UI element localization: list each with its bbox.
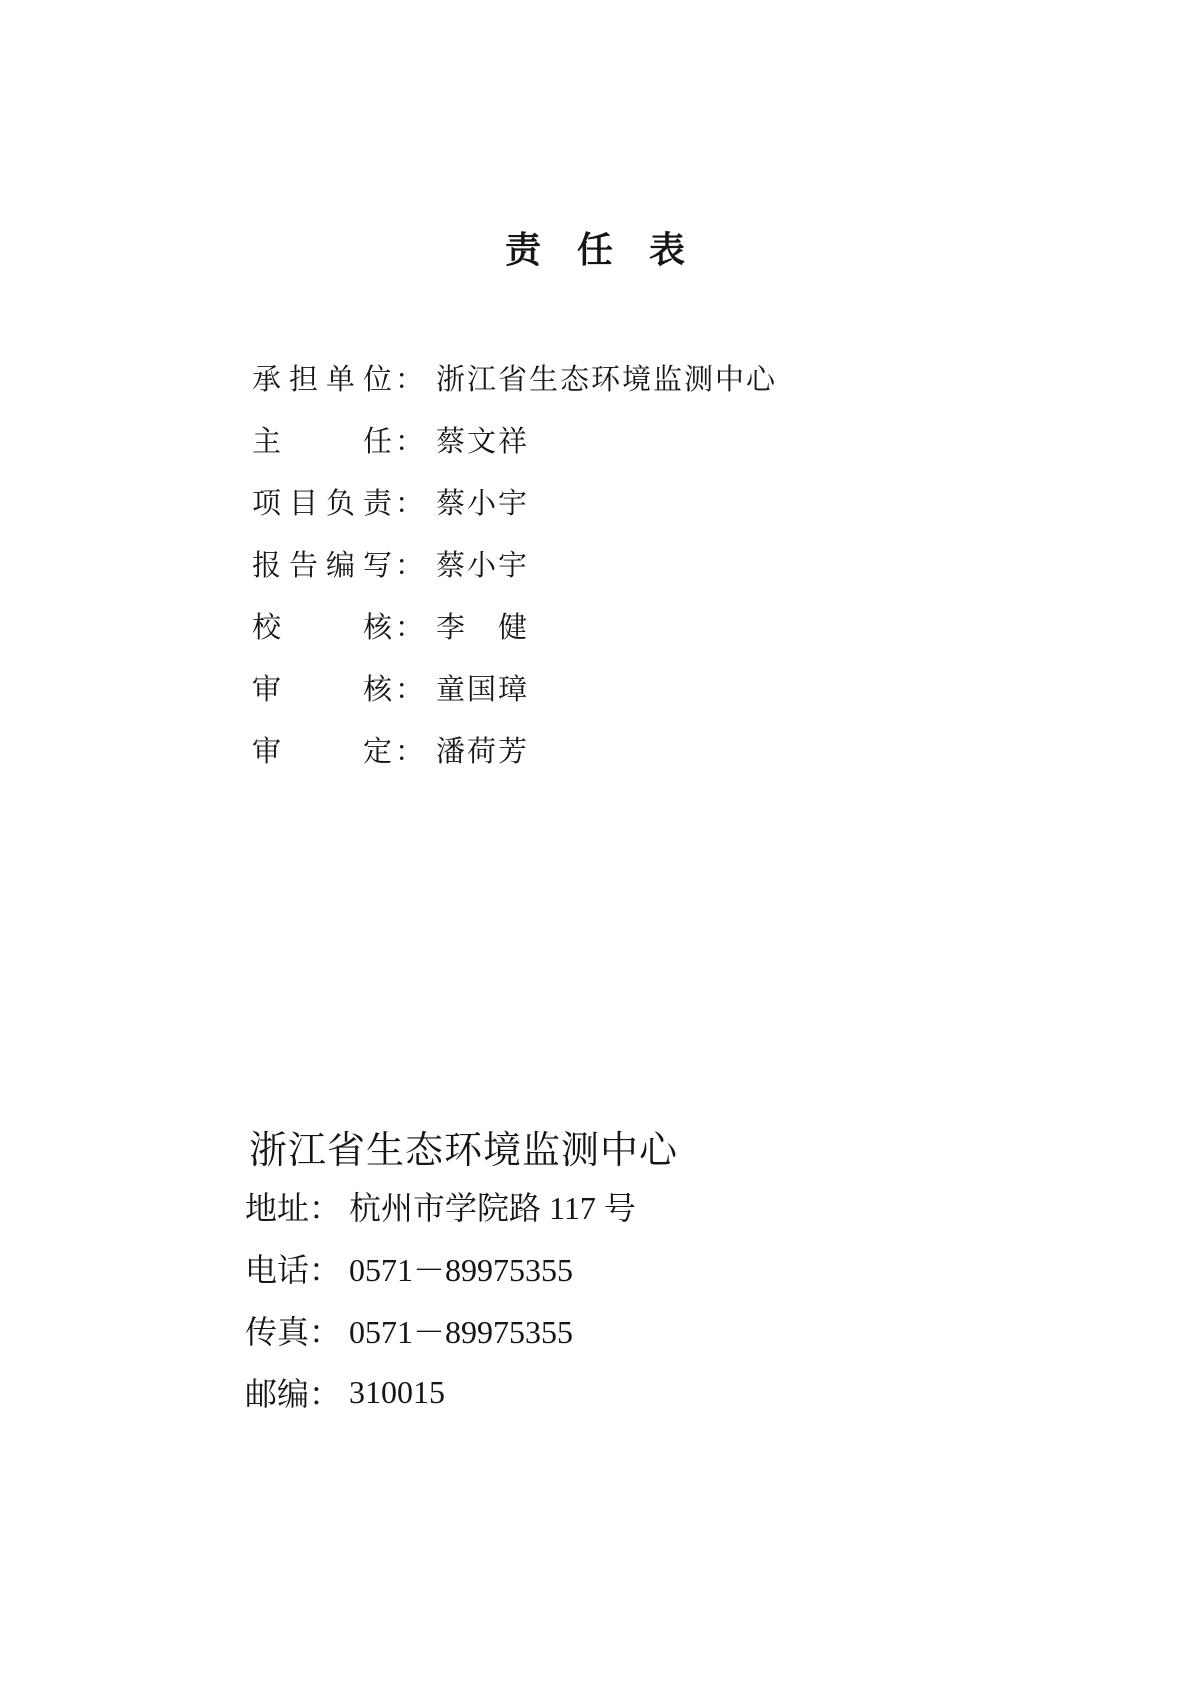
row-colon: ： (395, 363, 425, 396)
row-colon: ： (395, 735, 425, 768)
row-label: 校核 (252, 611, 392, 644)
table-row (252, 718, 777, 780)
contact-value: 0571－89975355 (349, 1252, 574, 1288)
contact-label: 电话： (245, 1252, 342, 1288)
contact-value: 杭州市学院路 117 号 (349, 1190, 636, 1226)
row-value: 蔡小宇 (436, 549, 530, 582)
contact-line (245, 1299, 678, 1361)
contact-label: 传真： (245, 1314, 342, 1350)
row-label: 项目负责 (252, 487, 392, 520)
responsibility-table (252, 346, 777, 780)
contact-label: 地址： (245, 1190, 342, 1226)
row-label: 报告编写 (252, 549, 392, 582)
row-colon: ： (395, 673, 425, 706)
row-value: 浙江省生态环境监测中心 (436, 363, 778, 396)
table-row (252, 470, 777, 532)
contact-line (245, 1237, 678, 1299)
contact-line (245, 1361, 678, 1423)
table-row (252, 346, 777, 408)
footer-contact-block (245, 1127, 678, 1423)
row-value: 李 健 (436, 611, 530, 644)
row-value: 蔡小宇 (436, 487, 530, 520)
row-label: 主任 (252, 425, 392, 458)
table-row (252, 656, 777, 718)
row-value: 蔡文祥 (436, 425, 530, 458)
contact-line (245, 1175, 678, 1237)
row-value: 童国璋 (436, 673, 530, 706)
page-title: 责 任 表 (504, 230, 685, 270)
row-colon: ： (395, 549, 425, 582)
contact-label: 邮编： (245, 1376, 342, 1412)
row-colon: ： (395, 611, 425, 644)
contact-value: 0571－89975355 (349, 1314, 574, 1350)
table-row (252, 408, 777, 470)
table-row (252, 594, 777, 656)
table-row (252, 532, 777, 594)
row-colon: ： (395, 425, 425, 458)
row-label: 审核 (252, 673, 392, 706)
contact-value: 310015 (349, 1373, 446, 1410)
row-label: 承担单位 (252, 363, 392, 396)
row-colon: ： (395, 487, 425, 520)
footer-org-name: 浙江省生态环境监测中心 (249, 1130, 679, 1172)
row-value: 潘荷芳 (436, 735, 530, 768)
row-label: 审定 (252, 735, 392, 768)
